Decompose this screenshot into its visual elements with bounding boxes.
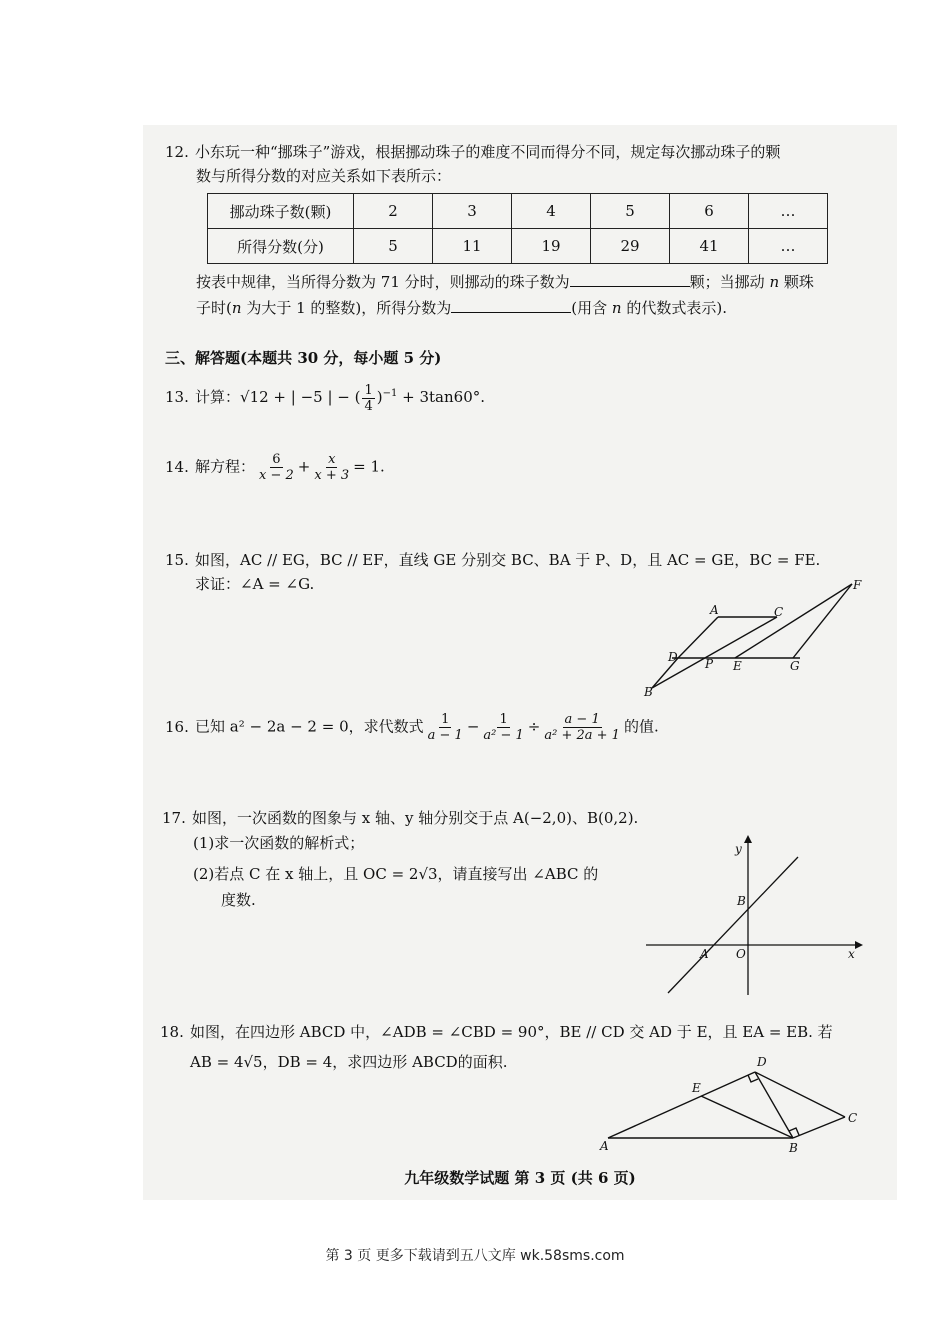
text: + 3tan60°. [397, 388, 486, 406]
table-cell: … [749, 194, 828, 229]
variable: n [769, 273, 780, 291]
label-A: A [600, 1139, 609, 1153]
text: 解方程： [195, 457, 256, 476]
text: 的值. [623, 717, 659, 736]
table-cell: 6 [670, 194, 749, 229]
right-angle-D [748, 1075, 758, 1082]
watermark-footer: 第 3 页 更多下载请到五八文库 wk.58sms.com [325, 1248, 625, 1264]
label-D: D [757, 1055, 767, 1069]
question-17-line-2: (1)求一次函数的解析式； [193, 834, 365, 852]
question-12-line-2: 数与所得分数的对应关系如下表所示： [196, 167, 452, 185]
question-12-line-4 [196, 296, 727, 320]
table-cell: 5 [591, 194, 670, 229]
question-17-line-4: 度数. [221, 891, 256, 909]
text: ) [376, 388, 383, 406]
label-C: C [774, 605, 784, 619]
question-number: 13. [165, 388, 189, 406]
y-axis-arrow-icon [744, 835, 752, 843]
fraction [257, 452, 296, 483]
table-cell: 11 [433, 229, 512, 264]
table-cell: 4 [512, 194, 591, 229]
question-16 [165, 712, 659, 743]
table-cell: … [749, 229, 828, 264]
text: 为大于 1 的整数)，所得分数为 [246, 299, 452, 317]
question-12-line-3 [196, 270, 814, 294]
table-header-cell: 挪动珠子数(颗) [208, 194, 354, 229]
segment-EF [735, 584, 852, 658]
text: 按表中规律，当所得分数为 71 分时，则挪动的珠子数为 [196, 273, 570, 291]
function-line [668, 857, 798, 993]
segment-EB [701, 1096, 793, 1138]
question-number: 18. [160, 1023, 184, 1041]
question-number: 12. [165, 143, 189, 161]
denominator: 4 [364, 398, 373, 414]
label-O: O [736, 947, 746, 961]
label-F: F [853, 578, 862, 592]
label-x: x [848, 947, 855, 961]
label-P: P [705, 657, 714, 671]
label-D: D [668, 650, 678, 664]
question-number: 15. [165, 551, 189, 569]
numerator: 6 [272, 452, 281, 467]
segment-CB [793, 1117, 845, 1138]
figure-q18 [590, 1050, 870, 1160]
question-12-line-1 [165, 140, 780, 164]
x-axis-arrow-icon [855, 941, 863, 949]
text: (用含 [571, 299, 608, 317]
question-text: 如图，AC // EG，BC // EF，直线 GE 分别交 BC、BA 于 P、D，且 AC = GE，BC = FE. [195, 551, 821, 569]
denominator: x + 3 [314, 468, 350, 483]
operator: + [297, 457, 311, 476]
table-cell: 29 [591, 229, 670, 264]
table-row [208, 229, 828, 264]
label-B: B [644, 685, 653, 699]
answer-blank-2[interactable] [451, 296, 571, 313]
page-footer: 九年级数学试题 第 3 页 (共 6 页) [404, 1169, 636, 1187]
fraction [426, 712, 465, 743]
segment-AD [608, 1072, 755, 1138]
question-text: 如图，一次函数的图象与 x 轴、y 轴分别交于点 A(−2,0)、B(0,2). [192, 809, 639, 827]
table-row [208, 194, 828, 229]
text: 的代数式表示). [626, 299, 727, 317]
question-15-line-1 [165, 548, 820, 572]
table-cell: 19 [512, 229, 591, 264]
denominator: a² + 2a + 1 [544, 728, 620, 743]
table-header-cell: 所得分数(分) [208, 229, 354, 264]
numerator: 1 [441, 712, 450, 727]
table-cell: 2 [354, 194, 433, 229]
question-text: 小东玩一种“挪珠子”游戏，根据挪动珠子的难度不同而得分不同，规定每次挪动珠子的颗 [195, 143, 781, 161]
denominator: x − 2 [259, 468, 294, 483]
text: 子时( [196, 299, 232, 317]
figure-q15 [630, 570, 880, 705]
text: √12 + | −5 | − ( [240, 388, 361, 406]
numerator: a − 1 [564, 712, 600, 727]
question-13 [165, 382, 485, 414]
score-table [207, 193, 828, 264]
operator: ÷ [527, 717, 541, 736]
question-18-line-1 [160, 1020, 833, 1044]
question-17-line-1 [162, 806, 638, 830]
numerator: 1 [364, 382, 373, 398]
variable: n [231, 299, 242, 317]
table-cell: 5 [354, 229, 433, 264]
answer-blank-1[interactable] [570, 270, 690, 287]
table-cell: 3 [433, 194, 512, 229]
label-E: E [692, 1081, 701, 1095]
text: 颗珠 [783, 273, 814, 291]
segment-FG [793, 584, 852, 658]
label-A: A [700, 947, 709, 961]
question-17-line-3: (2)若点 C 在 x 轴上，且 OC = 2√3，请直接写出 ∠ABC 的 [193, 865, 599, 883]
fraction [542, 712, 622, 743]
operator: − [466, 717, 480, 736]
fraction [312, 452, 351, 483]
denominator: a − 1 [427, 728, 463, 743]
variable: n [611, 299, 622, 317]
exponent: −1 [382, 388, 398, 399]
table-cell: 41 [670, 229, 749, 264]
label-B: B [789, 1141, 798, 1155]
text: 颗；当挪动 [689, 273, 765, 291]
question-number: 17. [162, 809, 186, 827]
label-E: E [733, 659, 742, 673]
text: = 1. [353, 457, 385, 476]
fraction [362, 383, 374, 414]
denominator: a² − 1 [483, 728, 524, 743]
label-G: G [790, 659, 800, 673]
segment-AD [678, 617, 718, 658]
numerator: 1 [499, 712, 508, 727]
question-text: 如图，在四边形 ABCD 中，∠ADB = ∠CBD = 90°，BE // CD 交 AD 于 E，且 EA = EB. 若 [190, 1023, 833, 1041]
text: 已知 a² − 2a − 2 = 0，求代数式 [195, 717, 424, 736]
question-14 [165, 452, 385, 483]
fraction [481, 712, 525, 743]
label-C: C [848, 1111, 858, 1125]
label-A: A [710, 603, 719, 617]
question-15-line-2: 求证：∠A = ∠G. [195, 575, 315, 593]
numerator: x [328, 452, 336, 467]
label-B: B [737, 894, 746, 908]
question-18-line-2: AB = 4√5，DB = 4，求四边形 ABCD的面积. [190, 1053, 508, 1071]
figure-q17 [640, 835, 870, 1000]
section-title: 三、解答题(本题共 30 分，每小题 5 分) [165, 349, 442, 367]
text: 计算： [195, 388, 241, 406]
question-number: 16. [165, 717, 189, 736]
question-number: 14. [165, 457, 189, 476]
label-y: y [735, 842, 742, 856]
